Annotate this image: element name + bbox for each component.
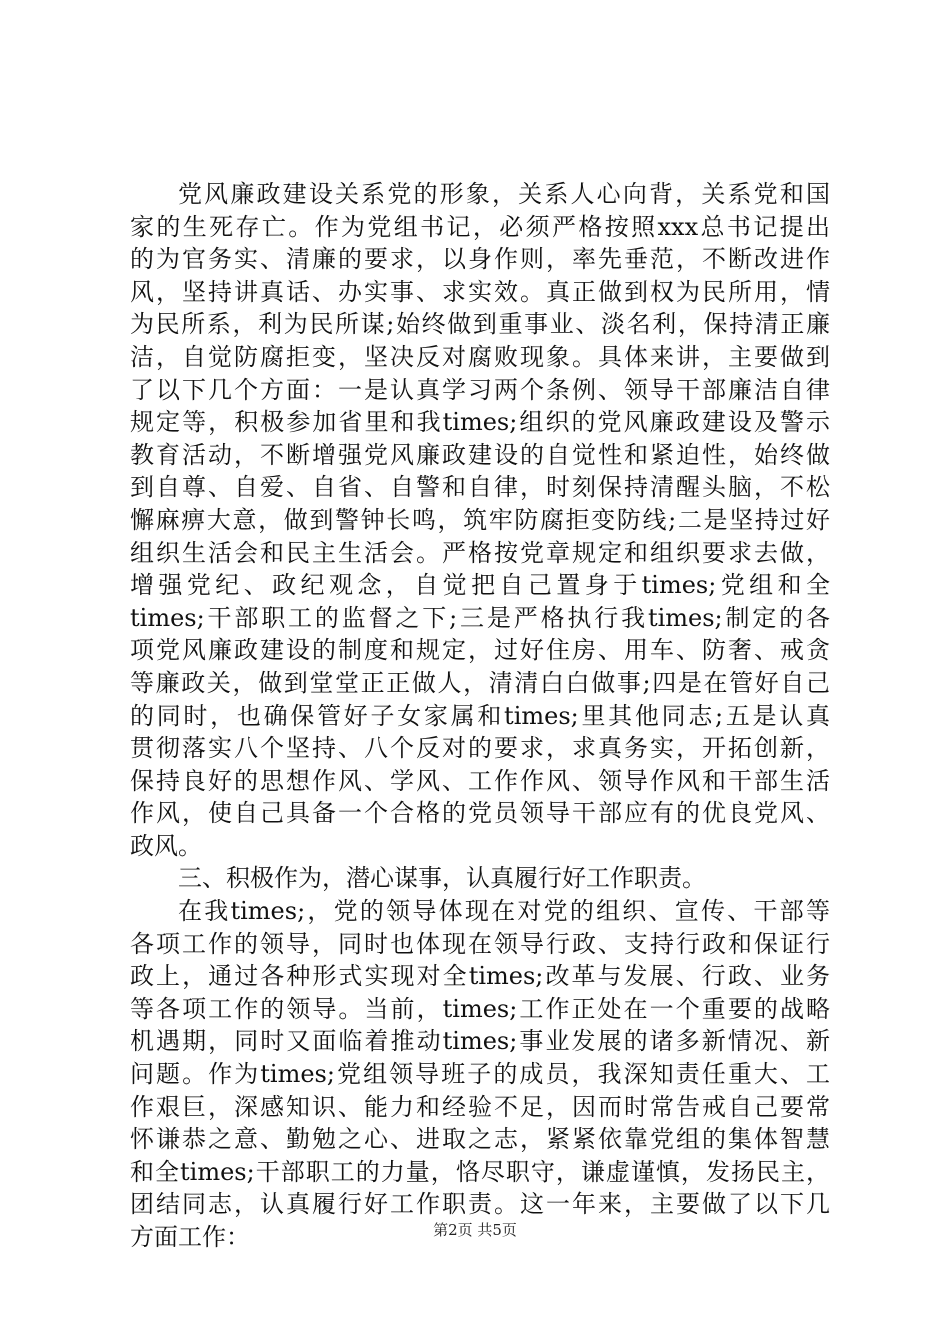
text-line: 规定等，积极参加省里和我times;组织的党风廉政建设及警示 (130, 408, 830, 437)
text-line: 组织生活会和民主生活会。严格按党章规定和组织要求去做， (130, 538, 830, 567)
text-line: 作风，使自己具备一个合格的党员领导干部应有的优良党风、 (130, 799, 830, 828)
text-line: 到自尊、自爱、自省、自警和自律，时刻保持清醒头脑，不松 (130, 473, 830, 502)
text-line: 怀谦恭之意、勤勉之心、进取之志，紧紧依靠党组的集体智慧 (130, 1125, 830, 1154)
text-line: 项党风廉政建设的制度和规定，过好住房、用车、防奢、戒贪 (130, 636, 830, 665)
text-line: 贯彻落实八个坚持、八个反对的要求，求真务实，开拓创新， (130, 734, 830, 763)
paragraph (130, 862, 830, 895)
text-line: 各项工作的领导，同时也体现在领导行政、支持行政和保证行 (130, 929, 830, 958)
text-line: 和全times;干部职工的力量，恪尽职守，谦虚谨慎，发扬民主， (130, 1157, 830, 1186)
text-line: 问题。作为times;党组领导班子的成员，我深知责任重大、工 (130, 1060, 830, 1089)
text-line: 团结同志，认真履行好工作职责。这一年来，主要做了以下几 (130, 1190, 830, 1219)
text-line: 了以下几个方面：一是认真学习两个条例、领导干部廉洁自律 (130, 375, 830, 404)
text-line: 政上，通过各种形式实现对全times;改革与发展、行政、业务 (130, 962, 830, 991)
text-line: 方面工作： (130, 1223, 250, 1251)
text-line: 风，坚持讲真话、办实事、求实效。真正做到权为民所用，情 (130, 277, 830, 306)
text-line: 教育活动，不断增强党风廉政建设的自觉性和紧迫性，始终做 (130, 440, 830, 469)
text-line: 为民所系，利为民所谋;始终做到重事业、淡名利，保持清正廉 (130, 310, 830, 339)
text-line: 的为官务实、清廉的要求，以身作则，率先垂范，不断改进作 (130, 245, 830, 274)
text-line: 作艰巨，深感知识、能力和经验不足，因而时常告戒自己要常 (130, 1092, 830, 1121)
text-line: 政风。 (130, 831, 202, 860)
text-line: 增强党纪、政纪观念，自觉把自己置身于times;党组和全 (130, 571, 830, 600)
text-line: 的同时，也确保管好子女家属和times;里其他同志;五是认真 (130, 701, 830, 730)
text-line: 家的生死存亡。作为党组书记，必须严格按照xxx总书记提出 (130, 212, 830, 241)
text-line: 党风廉政建设关系党的形象，关系人心向背，关系党和国 (178, 180, 830, 208)
text-line: 等廉政关，做到堂堂正正做人，清清白白做事;四是在管好自己 (130, 668, 830, 697)
text-line: 懈麻痹大意，做到警钟长鸣，筑牢防腐拒变防线;二是坚持过好 (130, 505, 830, 534)
paragraph (130, 895, 830, 1254)
text-line: 等各项工作的领导。当前，times;工作正处在一个重要的战略 (130, 994, 830, 1023)
document-body (130, 178, 830, 1254)
page-footer: 第2页 共5页 (433, 1221, 517, 1239)
text-line: 在我times;，党的领导体现在对党的组织、宣传、干部等 (178, 897, 830, 926)
text-line: 机遇期，同时又面临着推动times;事业发展的诸多新情况、新 (130, 1027, 830, 1056)
paragraph (130, 178, 830, 862)
text-line: 洁，自觉防腐拒变，坚决反对腐败现象。具体来讲，主要做到 (130, 342, 830, 371)
text-line: 三、积极作为，潜心谋事，认真履行好工作职责。 (178, 864, 706, 893)
text-line: times;干部职工的监督之下;三是严格执行我times;制定的各 (130, 603, 830, 632)
text-line: 保持良好的思想作风、学风、工作作风、领导作风和干部生活 (130, 766, 830, 795)
